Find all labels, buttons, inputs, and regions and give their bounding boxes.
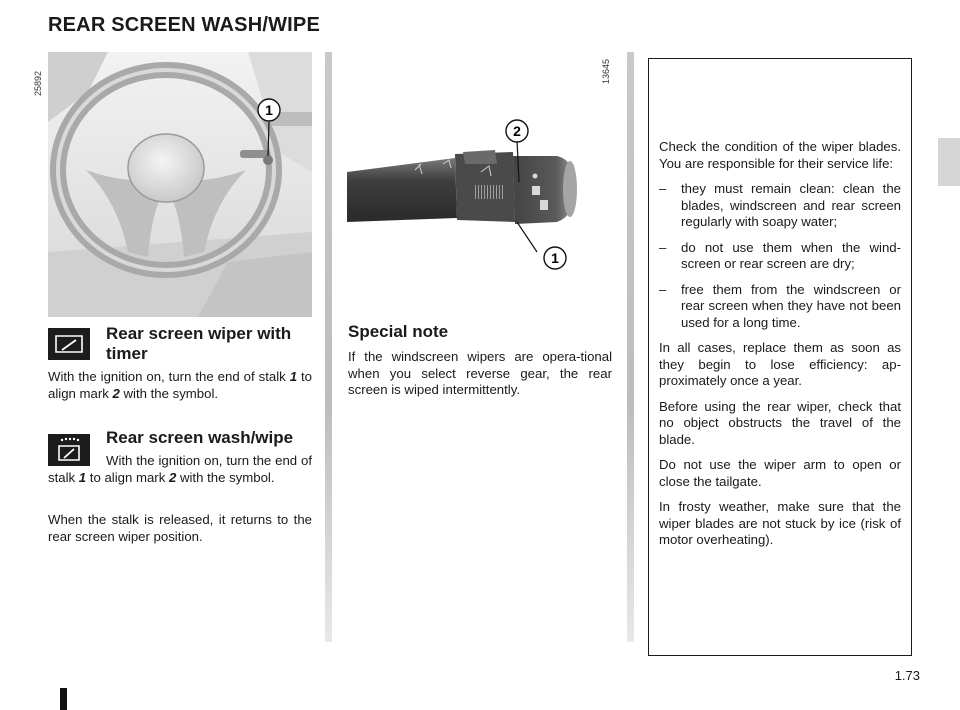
page-number: 1.73 [894, 668, 920, 683]
info-bullet-text: free them from the windscreen or rear screen when they have not been used for a long time. [681, 281, 901, 330]
callout-1-left-label: 1 [265, 102, 273, 118]
figure-code-left: 25892 [33, 70, 43, 96]
wash-wipe-release-text: When the stalk is released, it returns to the rear screen wiper position. [48, 512, 312, 544]
wash-wipe-heading: Rear screen wash/wipe [106, 428, 294, 447]
bullet-dash: – [659, 239, 667, 255]
bottom-marker [60, 688, 67, 710]
figure-code-right: 13645 [601, 58, 611, 84]
page-title: REAR SCREEN WASH/WIPE [48, 14, 321, 36]
column-divider-right [627, 52, 634, 642]
info-bullet [659, 181, 901, 231]
callout-2-label: 2 [513, 123, 521, 139]
bullet-dash: – [659, 181, 667, 196]
wiper-stalk-illustration [345, 52, 613, 317]
info-paragraph: In all cases, replace them as soon as they begin to lose efficiency: ap-proximately once a year. [659, 340, 901, 388]
info-paragraph: Do not use the wiper arm to open or close the tailgate. [659, 457, 901, 489]
info-bullet-text: do not use them when the wind-screen or rear screen are dry; [681, 239, 901, 271]
column-divider-left [325, 52, 332, 642]
wash-wipe-text: With the ignition on, turn the end of stalk 1 to align mark 2 with the symbol. [48, 453, 312, 485]
special-note-heading: Special note [348, 322, 449, 341]
wiper-timer-text: With the ignition on, turn the end of stalk 1 to align mark 2 with the symbol. [48, 369, 312, 401]
wiper-timer-heading: Rear screen wiper with timer [106, 324, 292, 363]
callout-1-right-label: 1 [551, 250, 559, 266]
info-bullet [659, 282, 901, 332]
side-tab-marker [938, 138, 960, 186]
wiper-blade-info-box [648, 58, 912, 656]
info-paragraph: In frosty weather, make sure that the wiper blades are not stuck by ice (risk of motor overheating). [659, 499, 901, 547]
info-paragraph: Before using the rear wiper, check that no object obstructs the travel of the blade. [659, 398, 901, 447]
info-bullet [659, 240, 901, 273]
stalk-figure [345, 52, 613, 317]
special-note-text: If the windscreen wipers are opera-tional when you select reverse gear, the rear screen is wiped intermittently. [348, 349, 612, 397]
info-intro: Check the condition of the wiper blades. You are responsible for their service life: [659, 139, 901, 171]
info-bullet-text: they must remain clean: clean the blades, windscreen and rear screen regularly with soapy water; [681, 181, 901, 229]
rear-wiper-icon [48, 328, 90, 360]
steering-wheel-figure [48, 52, 312, 317]
bullet-dash: – [659, 281, 667, 297]
steering-wheel-illustration [48, 52, 312, 317]
